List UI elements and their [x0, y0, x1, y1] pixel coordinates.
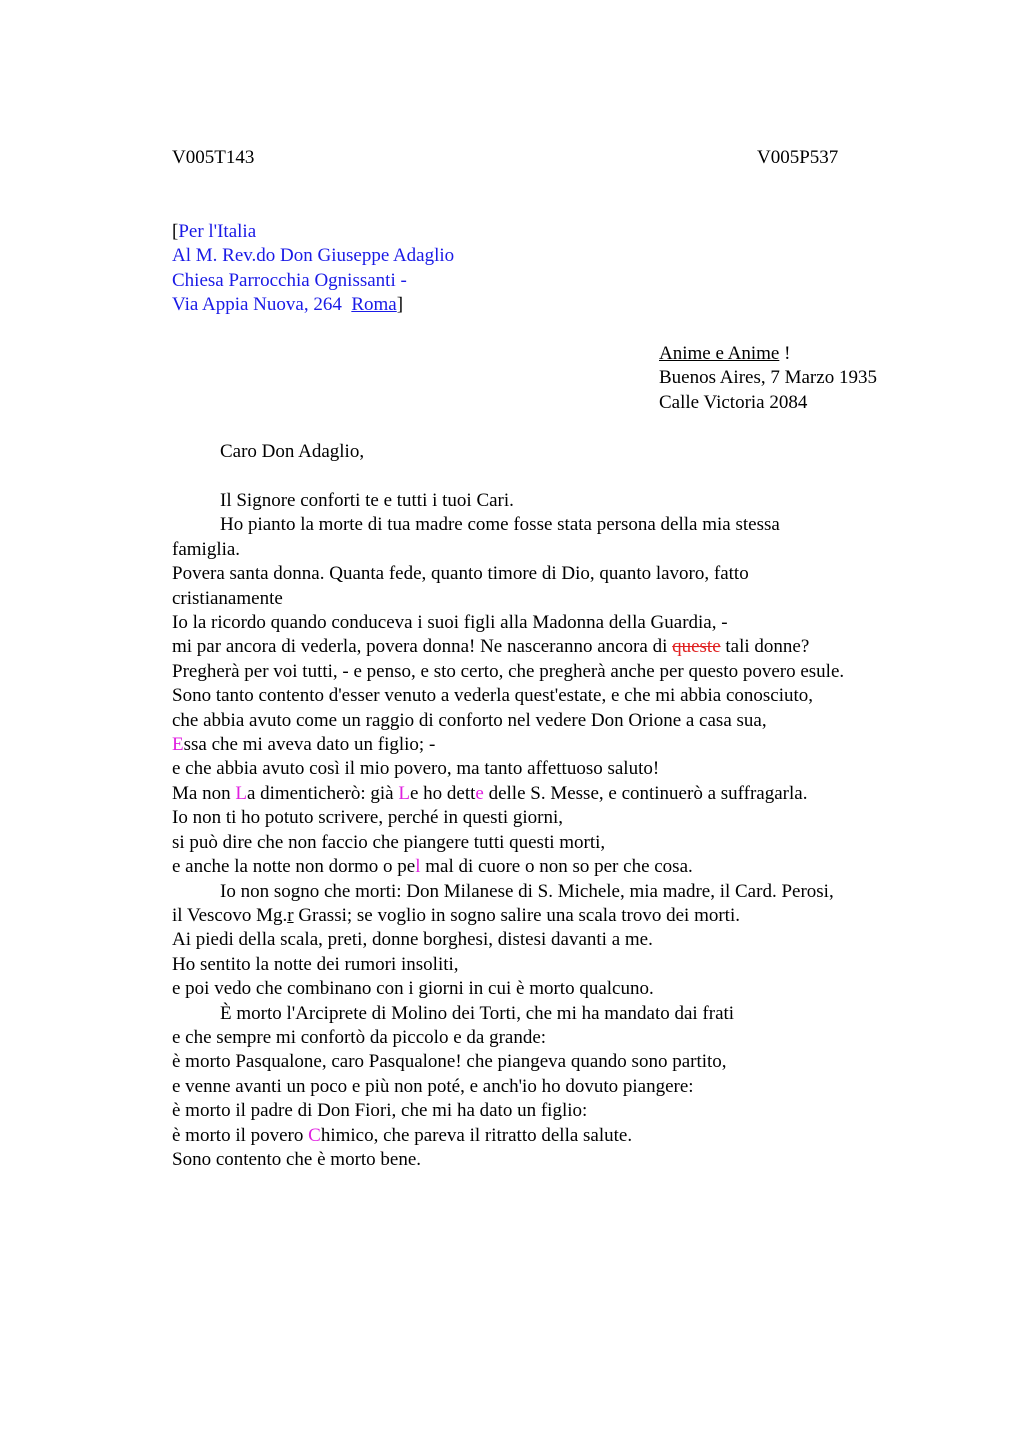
- corrected-letter: l: [415, 856, 421, 878]
- body-line: Il Signore conforti te e tutti i tuoi Cari.: [220, 490, 514, 511]
- struck-word: queste: [672, 636, 721, 658]
- body-line: Io non ti ho potuto scrivere, perché in questi giorni,: [172, 807, 563, 829]
- body-line: e che sempre mi confortò da piccolo e da grande:: [172, 1026, 547, 1048]
- body-line: Ho sentito la notte dei rumori insoliti,: [172, 953, 459, 975]
- document-code-right: V005P537: [757, 147, 839, 168]
- body-line: e che abbia avuto così il mio povero, ma tanto affettuoso saluto!: [172, 758, 660, 780]
- motto-suffix: !: [779, 343, 791, 364]
- address-church: Chiesa Parrocchia Ognissanti -: [172, 269, 407, 291]
- text-span: e ho dett: [409, 782, 476, 804]
- text-span: mi par ancora di vederla, povera donna! Ne nasceranno ancora di: [172, 636, 673, 658]
- salutation: Caro Don Adaglio,: [220, 441, 365, 462]
- corrected-letter: C: [308, 1124, 321, 1146]
- address-line-4: [172, 293, 454, 317]
- text-span: delle S. Messe, e continuerò a suffragarla.: [483, 782, 808, 804]
- body-line: cristianamente: [172, 587, 283, 609]
- body-line: è morto Pasqualone, caro Pasqualone! che piangeva quando sono partito,: [172, 1051, 727, 1073]
- motto-line: [659, 342, 877, 366]
- body-line: [172, 1124, 932, 1148]
- body-line: è morto il padre di Don Fiori, che mi ha dato un figlio:: [172, 1100, 588, 1122]
- bracket-open: [: [172, 221, 179, 242]
- body-line: [172, 855, 932, 879]
- body-line: [172, 635, 932, 659]
- text-span: tali donne?: [720, 636, 810, 658]
- bracket-close: ]: [396, 294, 404, 316]
- text-span: ssa che mi aveva dato un figlio; -: [183, 734, 436, 756]
- corrected-letter: E: [172, 734, 184, 756]
- body-line: e poi vedo che combinano con i giorni in cui è morto qualcuno.: [172, 978, 654, 1000]
- text-span: e anche la notte non dormo o pe: [172, 856, 416, 878]
- body-line: famiglia.: [172, 538, 241, 560]
- text-span: himico, che pareva il ritratto della salute.: [320, 1124, 633, 1146]
- corrected-letter: e: [475, 782, 484, 804]
- dateline-block: [659, 342, 877, 415]
- address-line-1: [172, 220, 454, 244]
- address-block: [172, 220, 454, 318]
- body-line: Io non sogno che morti: Don Milanese di S. Michele, mia madre, il Card. Perosi,: [220, 880, 834, 902]
- text-span: il Vescovo Mg.: [172, 904, 288, 926]
- body-line: Ho pianto la morte di tua madre come fosse stata persona della mia stessa: [220, 514, 780, 536]
- text-span: Grassi; se voglio in sogno salire una scala trovo dei morti.: [293, 904, 740, 926]
- body-line: Io la ricordo quando conduceva i suoi figli alla Madonna della Guardia, -: [172, 612, 728, 634]
- document-code-left: V005T143: [172, 147, 255, 168]
- text-span: a dimenticherò: già: [246, 782, 399, 804]
- address-recipient: Al M. Rev.do Don Giuseppe Adaglio: [172, 245, 455, 267]
- text-span: Ma non: [172, 782, 236, 804]
- motto: Anime e Anime: [659, 343, 780, 364]
- address-country: Per l'Italia: [178, 221, 257, 242]
- body-line: si può dire che non faccio che piangere tutti questi morti,: [172, 831, 606, 853]
- street-address: Calle Victoria 2084: [659, 391, 808, 413]
- text-span: mal di cuore o non so per che cosa.: [420, 856, 693, 878]
- place-date: Buenos Aires, 7 Marzo 1935: [659, 367, 877, 389]
- body-line: Pregherà per voi tutti, - e penso, e sto certo, che pregherà anche per questo povero esule.: [172, 660, 845, 682]
- body-line: che abbia avuto come un raggio di conforto nel vedere Don Orione a casa sua,: [172, 709, 767, 731]
- body-line: Ai piedi della scala, preti, donne borghesi, distesi davanti a me.: [172, 929, 653, 951]
- body-line: [172, 733, 932, 757]
- corrected-letter: L: [398, 782, 410, 804]
- body-line: Sono contento che è morto bene.: [172, 1148, 422, 1170]
- body-line: [172, 782, 932, 806]
- body-line: e venne avanti un poco e più non poté, e anch'io ho dovuto piangere:: [172, 1075, 694, 1097]
- body-line: Sono tanto contento d'esser venuto a vederla quest'estate, e che mi abbia conosciuto,: [172, 685, 814, 707]
- address-city: Roma: [351, 294, 397, 316]
- superscript-r: r: [287, 904, 294, 926]
- body-line: [172, 904, 932, 928]
- corrected-letter: L: [235, 782, 247, 804]
- address-street: Via Appia Nuova, 264: [172, 294, 352, 316]
- letter-body: [172, 489, 932, 1172]
- body-line: È morto l'Arciprete di Molino dei Torti, che mi ha mandato dai frati: [220, 1002, 735, 1024]
- body-line: Povera santa donna. Quanta fede, quanto timore di Dio, quanto lavoro, fatto: [172, 563, 749, 585]
- text-span: è morto il povero: [172, 1124, 309, 1146]
